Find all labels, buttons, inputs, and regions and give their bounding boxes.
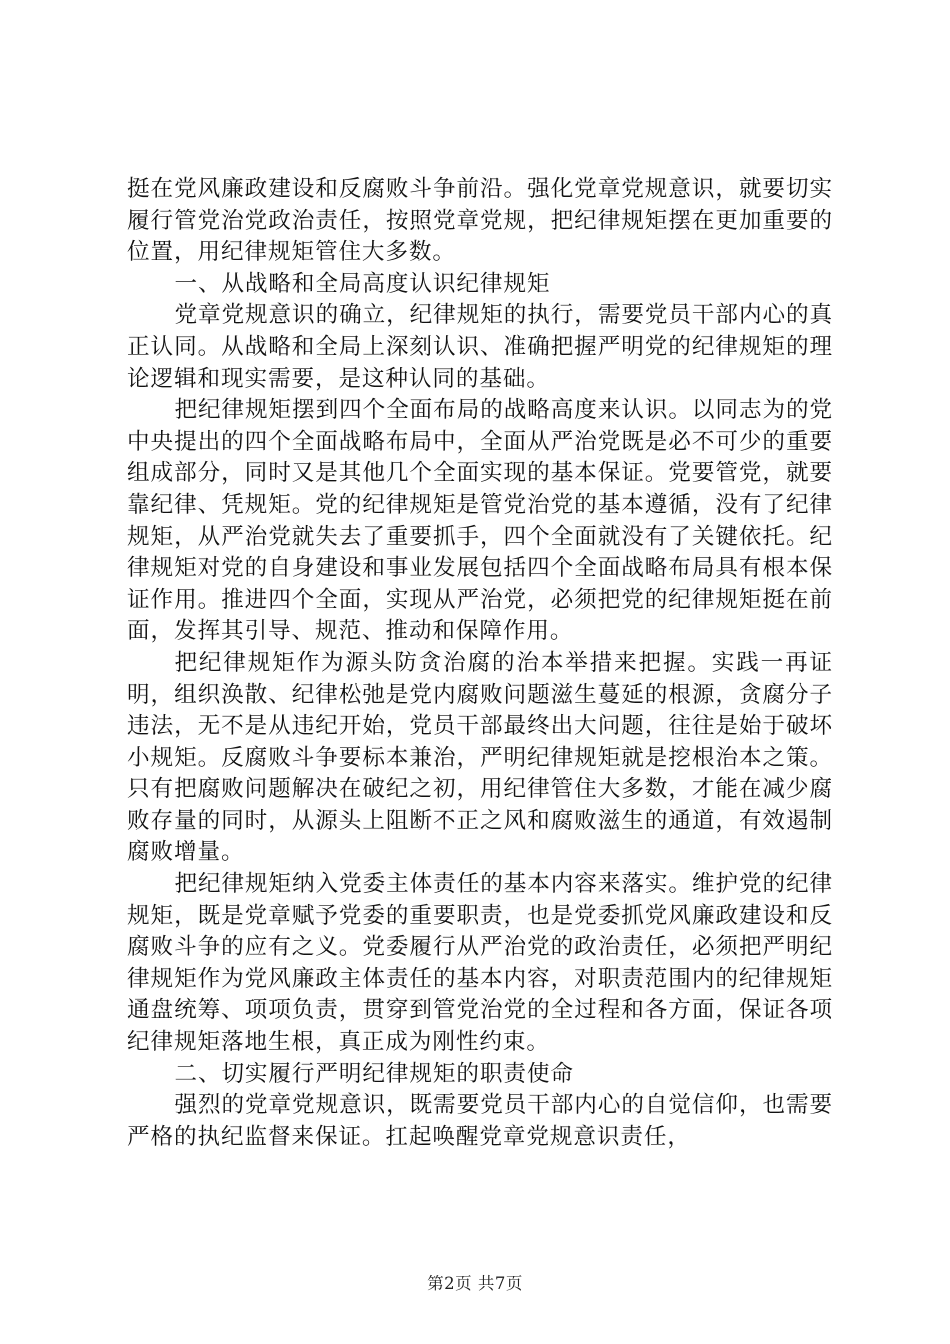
paragraph: 强烈的党章党规意识，既需要党员干部内心的自觉信仰，也需要严格的执纪监督来保证。扛起唤醒党章党规意识责任，: [127, 1092, 833, 1150]
document-body: [127, 174, 833, 1153]
section-heading-1: 一、从战略和全局高度认识纪律规矩: [174, 270, 551, 297]
paragraph: 把纪律规矩纳入党委主体责任的基本内容来落实。维护党的纪律规矩，既是党章赋予党委的重要职责，也是党委抓党风廉政建设和反腐败斗争的应有之义。党委履行从严治党的政治责任，必须把严明纪律规矩作为党风廉政主体责任的基本内容，对职责范围内的纪律规矩通盘统筹、项项负责，贯穿到管党治党的全过程和各方面，保证各项纪律规矩落地生根，真正成为刚性约束。: [127, 871, 833, 1056]
paragraph-intro-continued: 挺在党风廉政建设和反腐败斗争前沿。强化党章党规意识，就要切实履行管党治党政治责任，按照党章党规，把纪律规矩摆在更加重要的位置，用纪律规矩管住大多数。: [127, 176, 833, 266]
page-footer: 第2页 共7页: [427, 1274, 523, 1293]
paragraph: 把纪律规矩摆到四个全面布局的战略高度来认识。以同志为的党中央提出的四个全面战略布局中，全面从严治党既是必不可少的重要组成部分，同时又是其他几个全面实现的基本保证。党要管党，就要靠纪律、凭规矩。党的纪律规矩是管党治党的基本遵循，没有了纪律规矩，从严治党就失去了重要抓手，四个全面就没有了关键依托。纪律规矩对党的自身建设和事业发展包括四个全面战略布局具有根本保证作用。推进四个全面，实现从严治党，必须把党的纪律规矩挺在前面，发挥其引导、规范、推动和保障作用。: [127, 397, 833, 645]
paragraph: 把纪律规矩作为源头防贪治腐的治本举措来把握。实践一再证明，组织涣散、纪律松弛是党内腐败问题滋生蔓延的根源，贪腐分子违法，无不是从违纪开始，党员干部最终出大问题，往往是始于破坏小规矩。反腐败斗争要标本兼治，严明纪律规矩就是挖根治本之策。只有把腐败问题解决在破纪之初，用纪律管住大多数，才能在减少腐败存量的同时，从源头上阻断不正之风和腐败滋生的通道，有效遏制腐败增量。: [127, 649, 833, 866]
paragraph: 党章党规意识的确立，纪律规矩的执行，需要党员干部内心的真正认同。从战略和全局上深刻认识、准确把握严明党的纪律规矩的理论逻辑和现实需要，是这种认同的基础。: [127, 302, 833, 392]
section-heading-2: 二、切实履行严明纪律规矩的职责使命: [174, 1060, 574, 1087]
